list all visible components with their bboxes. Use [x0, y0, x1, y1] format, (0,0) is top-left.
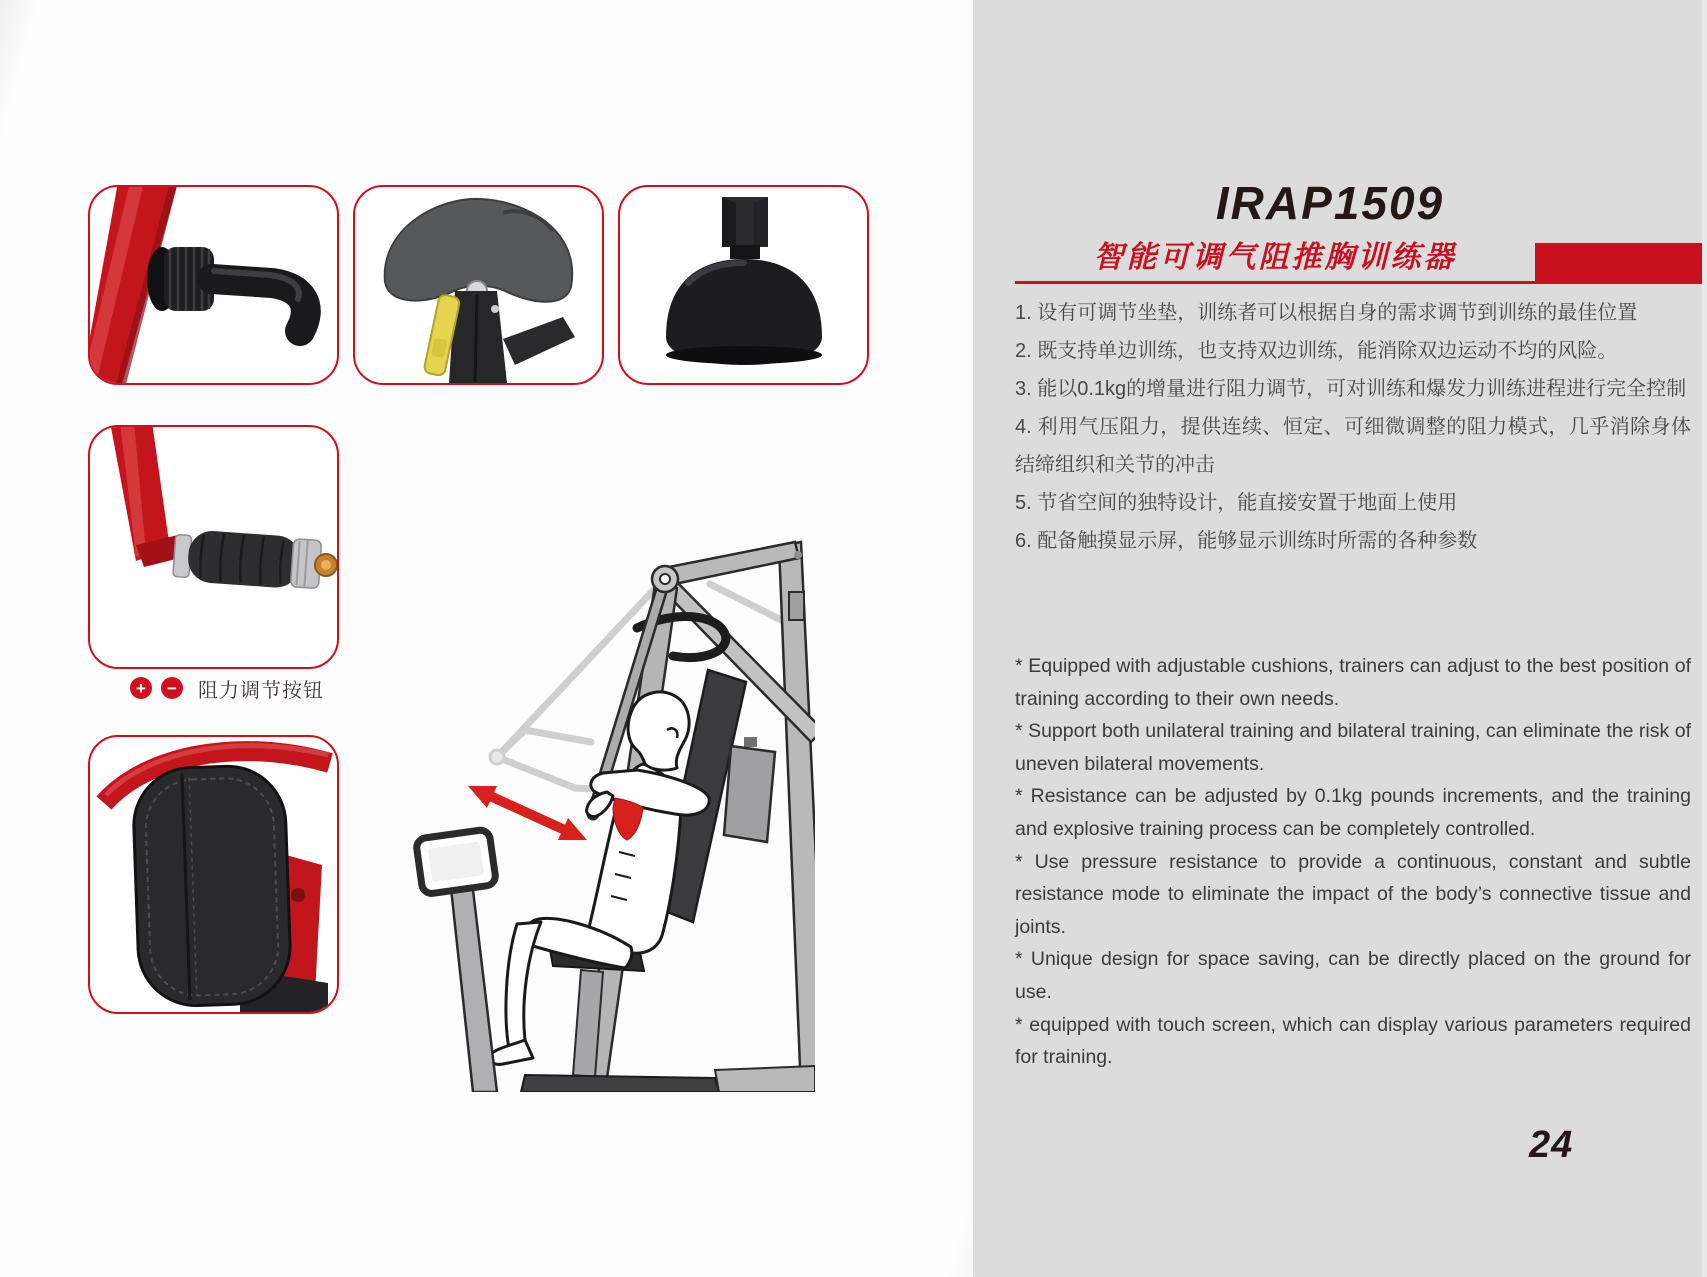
features-list-cn: [1015, 294, 1691, 560]
plus-icon: +: [130, 677, 152, 699]
foot-pad-photo: [620, 187, 867, 383]
red-accent-block: [1535, 243, 1705, 281]
handle-joint-photo: [90, 187, 337, 383]
machine-usage-illustration: [375, 492, 815, 1092]
feature-cn-4: 4. 利用气压阻力，提供连续、恒定、可细微调整的阻力模式，几乎消除身体结缔组织和关节的冲击: [1015, 416, 1691, 476]
thumb-foot-pad: [618, 185, 869, 385]
thumb-handle-joint: [88, 185, 339, 385]
resistance-button-label: 阻力调节按钮: [198, 679, 324, 702]
feature-en-4: * Use pressure resistance to provide a continuous, constant and subtle resistance mode to eliminate the impact of the body’s connective tissue and joints.: [1015, 850, 1691, 938]
feature-en-2: * Support both unilateral training and bilateral training, can eliminate the risk of uneven bilateral movements.: [1015, 720, 1691, 775]
thumb-back-cushion: [88, 735, 339, 1014]
feature-en-6: * equipped with touch screen, which can display various parameters required for training.: [1015, 1013, 1691, 1069]
red-underline: [1015, 281, 1705, 284]
resistance-callout: [130, 674, 324, 702]
back-cushion-photo: [90, 737, 337, 1012]
minus-icon: −: [161, 677, 183, 699]
info-panel: [973, 0, 1707, 1277]
feature-en-3: * Resistance can be adjusted by 0.1kg pounds increments, and the training and explosive training process can be completely controlled.: [1015, 785, 1691, 840]
feature-en-1: * Equipped with adjustable cushions, trainers can adjust to the best position of training according to their own needs.: [1015, 655, 1691, 710]
feature-cn-5: 5. 节省空间的独特设计，能直接安置于地面上使用: [1015, 492, 1458, 514]
seat-cushion-photo: [355, 187, 602, 383]
thumb-grip: [88, 425, 339, 669]
feature-cn-1: 1. 设有可调节坐垫，训练者可以根据自身的需求调节到训练的最佳位置: [1015, 302, 1638, 324]
feature-cn-2: 2. 既支持单边训练，也支持双边训练，能消除双边运动不均的风险。: [1015, 340, 1618, 362]
page-edge: [1702, 0, 1707, 1277]
machine-usage-drawing: [375, 492, 815, 1092]
grip-photo: [90, 427, 337, 667]
features-list-en: [1015, 650, 1691, 1074]
model-title: IRAP1509: [1215, 177, 1445, 229]
product-name-cn: 智能可调气阻推胸训练器: [1093, 241, 1457, 274]
thumb-seat-cushion: [353, 185, 604, 385]
feature-cn-6: 6. 配备触摸显示屏，能够显示训练时所需的各种参数: [1015, 530, 1478, 552]
page-number: 24: [1529, 1124, 1574, 1166]
feature-en-5: * Unique design for space saving, can be directly placed on the ground for use.: [1015, 948, 1691, 1003]
feature-cn-3: 3. 能以0.1kg的增量进行阻力调节，可对训练和爆发力训练进程进行完全控制: [1015, 378, 1687, 400]
